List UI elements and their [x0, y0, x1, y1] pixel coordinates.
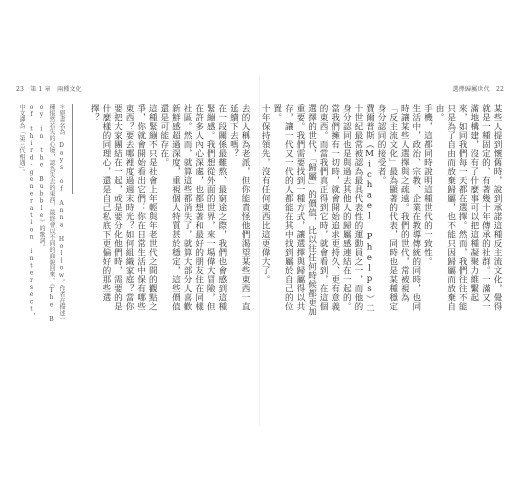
left-paragraph: 去的人稱為老派，但你能責怪他們渴望某些東西一直延續下去嗎？: [228, 104, 250, 311]
right-paragraph: 費爾普斯（Michael Phelps）二十世紀最常被認為最具代表性的運動員之一，而他的身分認同也是與過去其他人的歸屬感連結在一起的。: [341, 104, 375, 313]
left-body-text: [72, 104, 250, 318]
right-paragraph: 當我們擁有一切時，就會開始追求更持久、更有意義的東西。而當我們真正得到它時，就會看到，在這個選擇的世代，「歸屬」的價值，比以往任何時候都更加重要。我們需要找到一種方式，讓選擇與歸屬得以共存，讓一代又一代的人都能在其中找到屬於自己的位置。: [271, 104, 340, 316]
footnote-divider: [72, 104, 73, 194]
right-paragraph: 手機，這都同時說明這種世代的一致性。: [422, 104, 433, 266]
right-paragraph: 十年保持領先，沒有任何東西比這更偉大了。: [260, 104, 271, 284]
left-paragraph: 這種緊繃不只是社會上年輕與年老世代之間的觀點之爭，你就會開始看出它們：你在日常生活中保有哪些東西？要去哪裡度過週末時光？如何組織家庭？當你要把大家團結在一起，或是要分化他們時，需要的是什麼樣的同理心，還是自己私底下更偏好的那些選擇？: [89, 104, 158, 311]
footnote-text: ＊原書名為 Days of Anna Hollow。作者在描述一種悵然若失的心境，認為失去的東西，最終會以不同的面貌回來。《The Boy in the Bubble》的歌詞。: [38, 104, 65, 323]
right-running-head: 選擇歸屬世代 22: [452, 86, 504, 93]
right-body-text: [260, 104, 502, 318]
left-paragraph: 在一段關係最難熬、最窮途之際，我們也會感到這種緊繃感。我們想從外面的世界，來一場偉大冒險，但在許多人內心深處，也都想著和最好的朋友住在同樣社區。然而，就算這些都消失了，就算大部分人喜歡新鮮感超過深度，重視個人特質甚於穩定，這些價值還是可能存在。: [158, 104, 227, 311]
right-paragraph: 生活中，政治、宗教、企業在教導傳統的同時，也同時讓某些人選擇與之疏遠。我們的世代，常被視為「反主流文化」最為顯著的代表，同時也是某種穩定身分認同的接受者。: [376, 104, 421, 311]
left-running-head: 23 第 1 章 兩種文化: [16, 86, 82, 93]
right-paragraph: 某些人提到懷舊時，說到承諾這種反主流文化，覺得就是一種固定的、有著幾十年傳承的社群。一滿又一滿地構建，沒有了什麼事可以把這種凝聚力維繫起來，如同我們每一天都在選擇。然而，我們往往不能只是為了自由而放棄歸屬，也不能只因歸屬而放棄自由。: [434, 104, 502, 311]
left-footnotes: [18, 104, 66, 324]
footnote-text-2: of third-generation intersect，中文譯為「第三代相遇」。: [18, 104, 35, 319]
right-page: [260, 0, 520, 500]
